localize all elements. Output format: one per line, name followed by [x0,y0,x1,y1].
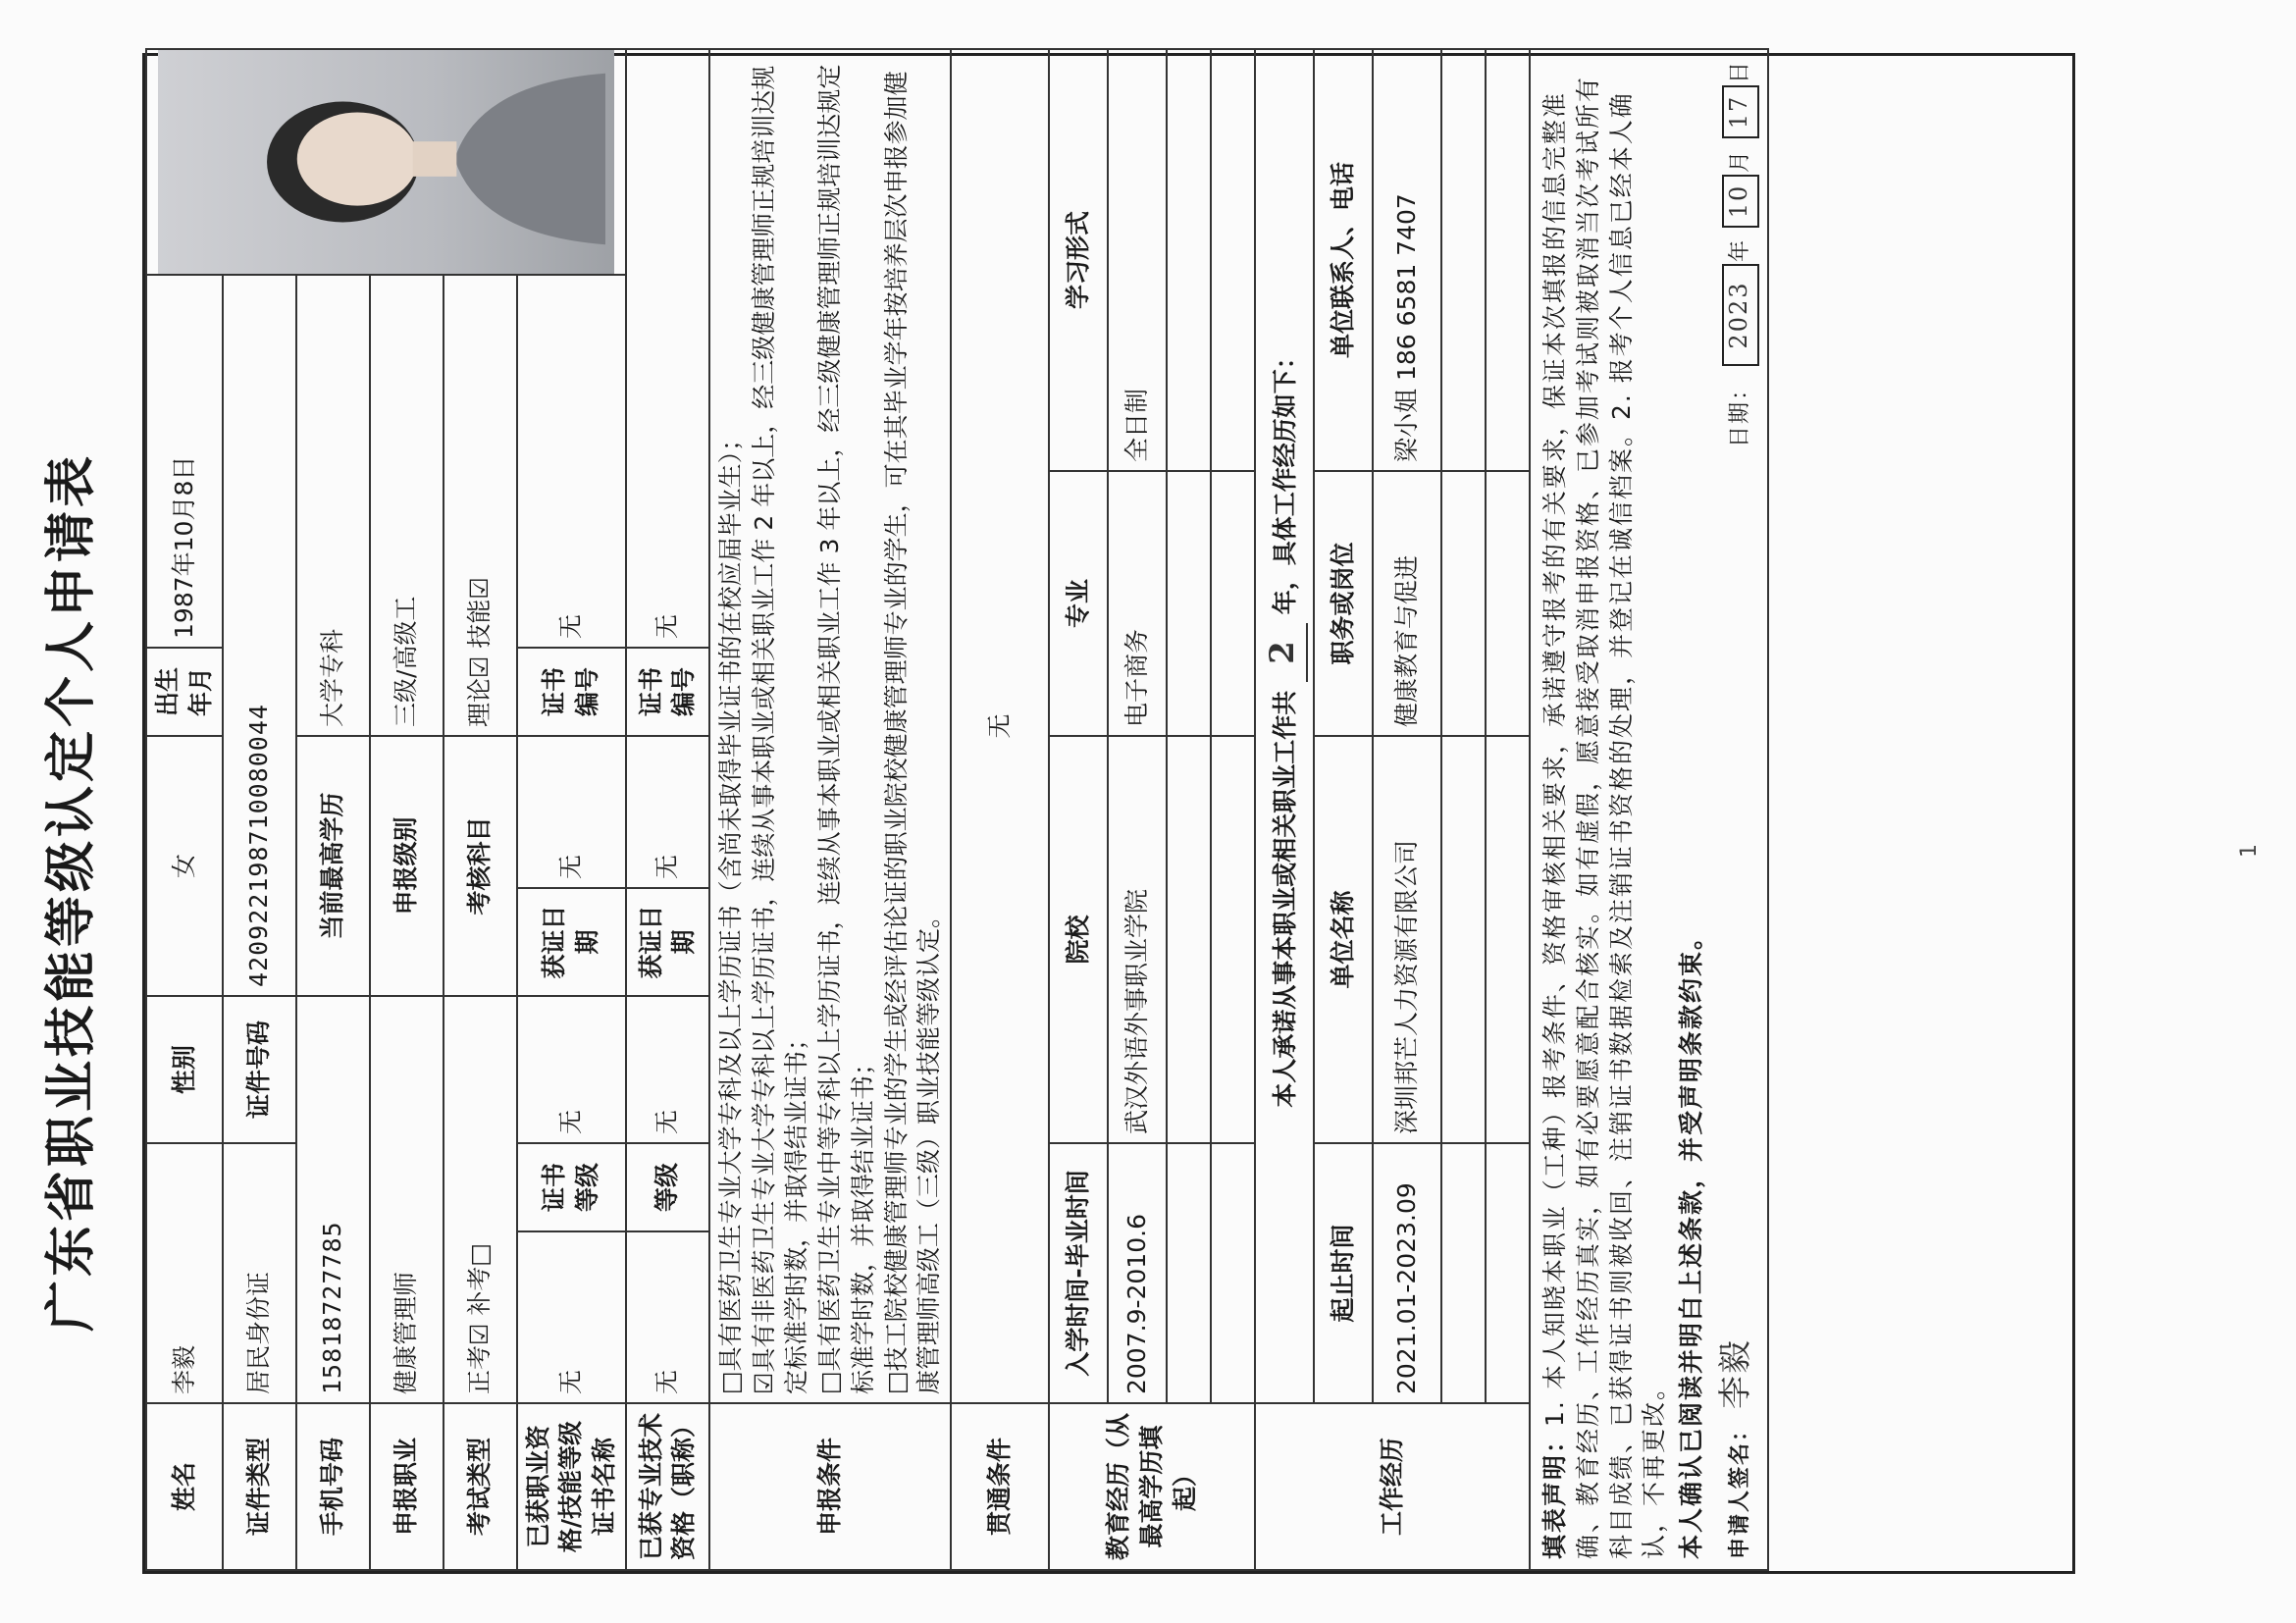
edu-empty-cell [1211,49,1255,471]
value-title-date: 无 [626,736,709,888]
condition-item: □技工院校健康管理师专业的学生或经评估论证的职业院校健康管理师专业的学生，可在其毕业学年按培养层次申报参加健康管理师高级工（三级）职业技能等级认定。 [881,71,944,1394]
value-through-cond: 无 [951,49,1049,1403]
label-cert-date: 获证日期 [517,888,626,996]
declaration-text: 1. 本人知晓本职业（工种）报考条件、资格审核相关要求，承诺遵守报考的有关要求，保证本次填报的信息完整准确、教育经历、工作经历真实，如有必要愿意配合核实。如有虚假，愿意接受取消申报资格、已参加考试则被取消当次考试所有科目成绩、已获得证书则被收回、注销证书数据检索及注销证书资格的处理，并登记在诚信档案。2. 报考个人信息已经本人确认，不再更改。 [1540,75,1669,1559]
declaration-confirm: 本人确认已阅读并明白上述条款，并受声明条款约束。 [1677,922,1705,1559]
photo-cell [146,49,626,275]
work-empty-cell [1441,1143,1486,1403]
label-education: 当前最高学历 [296,736,370,996]
label-title-no: 证书编号 [626,648,709,736]
page-mark: 1 [2237,844,2262,858]
edu-school: 武汉外语外事职业学院 [1108,736,1167,1143]
declaration-heading: 填表声明： [1540,1426,1569,1559]
day-unit: 日 [1727,59,1752,83]
work-empty-cell [1486,49,1530,471]
signature-label: 申请人签名： [1727,1417,1752,1559]
condition-item: ☑具有非医药卫生专业大学专科以上学历证书，连续从事本职业或相关职业工作 2 年以上，经三级健康管理师正规培训达规定标准学时数，并取得结业证书； [749,65,811,1394]
label-name: 姓名 [146,1403,223,1570]
application-form [142,53,2075,1574]
work-empty-cell [1486,471,1530,736]
label-title-date: 获证日期 [626,888,709,996]
value-cert-name: 无 [517,1231,626,1403]
header-position: 职务或岗位 [1314,471,1373,736]
value-subject: 理论☑ 技能☑ [444,275,517,736]
value-title-level: 无 [626,996,709,1143]
work-years-statement [1255,49,1314,1403]
work-company: 深圳邦芒人力资源有限公司 [1373,736,1441,1143]
value-occupation: 健康管理师 [370,996,444,1403]
label-birth: 出生年月 [146,648,223,736]
header-school: 院校 [1049,736,1108,1143]
work-time: 2021.01-2023.09 [1373,1143,1441,1403]
signature: 李毅 [1715,1337,1755,1409]
header-study-time: 入学时间-毕业时间 [1049,1143,1108,1403]
label-apply-cond: 申报条件 [709,1403,951,1570]
value-cert-date: 无 [517,736,626,888]
edu-empty-cell [1167,49,1211,471]
condition-item: □具有医药卫生专业中等专科以上学历证书，连续从事本职业或相关职业工作 3 年以上，经三级健康管理师正规培训达规定标准学时数，并取得结业证书； [815,64,877,1394]
date-label: 日期： [1727,377,1752,448]
value-level: 三级/高级工 [370,275,444,736]
work-empty-cell [1441,736,1486,1143]
label-id-type: 证件类型 [223,1403,296,1570]
value-title-name: 无 [626,1231,709,1403]
label-id-number: 证件号码 [223,996,296,1143]
condition-item: □具有医药卫生专业大学专科及以上学历证书（含尚未取得毕业证书的在校应届毕业生）； [715,426,745,1394]
header-work-time: 起止时间 [1314,1143,1373,1403]
edu-form: 全日制 [1108,49,1167,471]
work-empty-cell [1441,49,1486,471]
date-day: 17 [1722,85,1759,138]
work-years-value: 2 [1261,623,1308,682]
form-table [145,48,1769,1571]
label-obtained-cert: 已获职业资格/技能等级证书名称 [517,1403,626,1570]
label-cert-no: 证书编号 [517,648,626,736]
label-work-history: 工作经历 [1255,1403,1530,1570]
header-company: 单位名称 [1314,736,1373,1143]
date-year: 2023 [1722,264,1759,366]
header-major: 专业 [1049,471,1108,736]
value-exam-type: 正考☑ 补考□ [444,996,517,1403]
label-phone: 手机号码 [296,1403,370,1570]
label-edu-history: 教育经历（从最高学历填起） [1049,1403,1255,1570]
edu-empty-cell [1211,736,1255,1143]
edu-empty-cell [1167,736,1211,1143]
edu-major: 电子商务 [1108,471,1167,736]
label-cert-level: 证书等级 [517,1143,626,1231]
edu-time: 2007.9-2010.6 [1108,1143,1167,1403]
value-birth: 1987年10月8日 [146,275,223,648]
form-title: 广东省职业技能等级认定个人申请表 [41,452,101,1333]
label-obtained-title: 已获专业技术资格（职称） [626,1403,709,1570]
label-gender: 性别 [146,996,223,1143]
value-cert-level: 无 [517,996,626,1143]
value-cert-no: 无 [517,275,626,648]
edu-empty-cell [1167,1143,1211,1403]
label-occupation: 申报职业 [370,1403,444,1570]
label-through-cond: 贯通条件 [951,1403,1049,1570]
work-contact: 梁小姐 186 6581 7407 [1373,49,1441,471]
applicant-photo [158,50,614,274]
edu-empty-cell [1211,471,1255,736]
work-empty-cell [1486,736,1530,1143]
header-contact: 单位联系人、电话 [1314,49,1373,471]
date-block [1722,60,1759,447]
value-id-number: 420922198710080044 [223,275,296,996]
label-subject: 考核科目 [444,736,517,996]
label-title-level: 等级 [626,1143,709,1231]
header-study-form: 学习形式 [1049,49,1108,471]
value-education: 大学专科 [296,275,370,736]
value-name: 李毅 [146,1143,223,1403]
edu-empty-cell [1167,471,1211,736]
value-phone: 15818727785 [296,996,370,1403]
month-unit: 月 [1727,148,1752,173]
signature-block [1714,1338,1759,1559]
work-empty-cell [1486,1143,1530,1403]
apply-conditions [709,49,951,1403]
work-empty-cell [1441,471,1486,736]
year-unit: 年 [1727,238,1752,263]
edu-empty-cell [1211,1143,1255,1403]
value-id-type: 居民身份证 [223,1143,296,1403]
work-position: 健康教育与促进 [1373,471,1441,736]
signature-row [1714,60,1759,1559]
value-gender: 女 [146,736,223,996]
declaration [1530,49,1768,1570]
label-level: 申报级别 [370,736,444,996]
date-month: 10 [1722,175,1759,228]
value-title-no: 无 [626,49,709,648]
label-exam-type: 考试类型 [444,1403,517,1570]
work-years-post: 年，具体工作经历如下： [1271,344,1300,615]
work-years-pre: 本人承诺从事本职业或相关职业工作共 [1271,690,1300,1108]
